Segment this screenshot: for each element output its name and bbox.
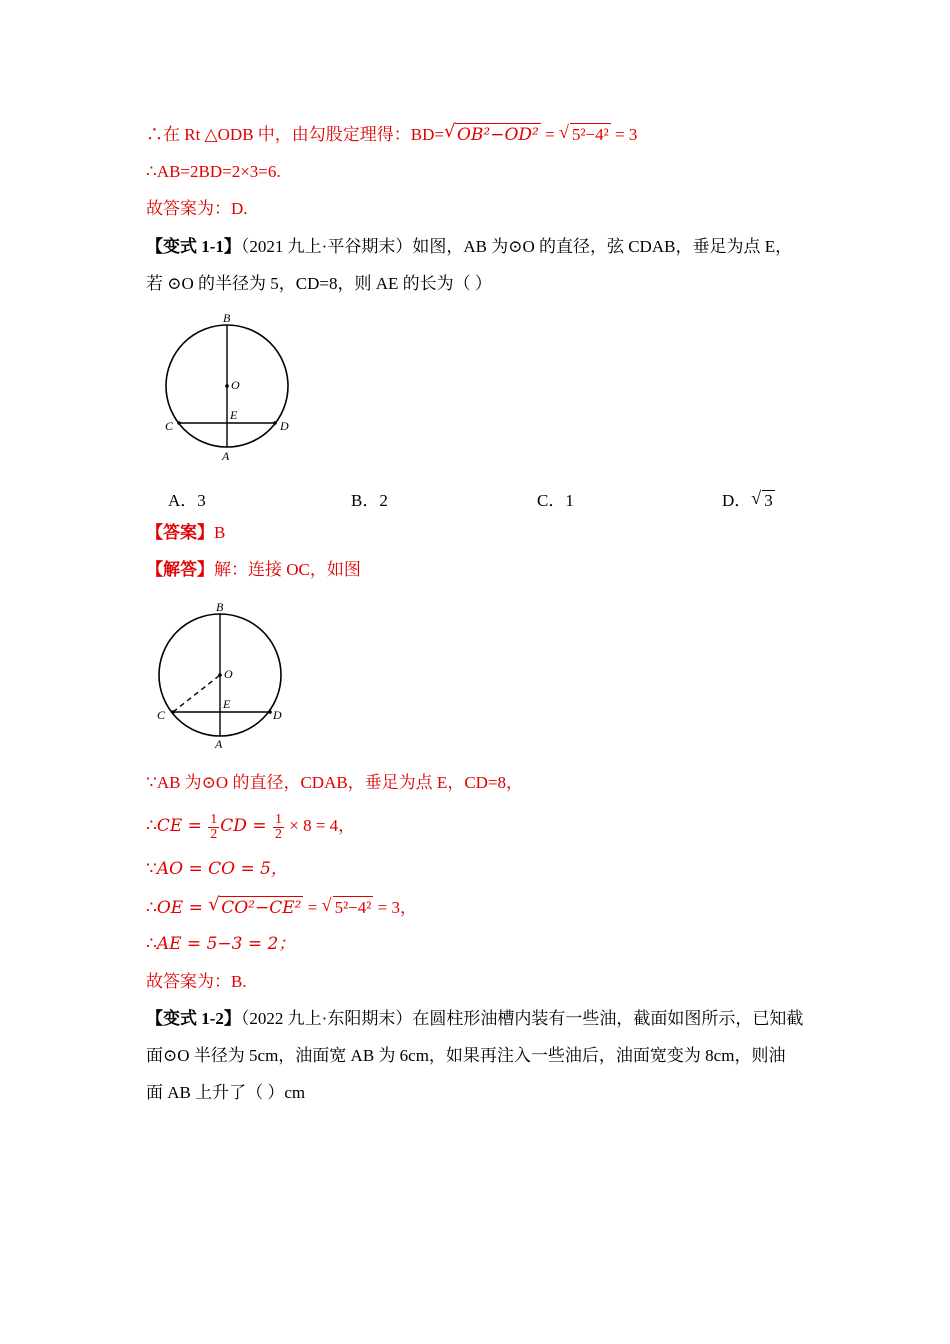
- sqrt-expression: [322, 896, 374, 919]
- center-point: [225, 384, 229, 388]
- solution-step-2: [146, 812, 355, 842]
- solution-tag: 【解答】: [146, 560, 214, 579]
- segment-oc: [173, 675, 220, 712]
- because-symbol: ∵: [146, 859, 157, 878]
- sqrt-expression: [559, 123, 611, 146]
- label-a: A: [215, 737, 223, 750]
- question-1-1-line-2: 若 ⊙O 的半径为 5，CD=8，则 AE 的长为（ ）: [146, 274, 492, 293]
- circle-figure-2: [152, 598, 298, 750]
- radicand: OB²−OD²: [456, 125, 539, 145]
- radicand: 5²−4²: [571, 125, 609, 144]
- math-text: × 8 = 4，: [285, 816, 356, 835]
- solution-intro: [146, 559, 361, 581]
- prev-solution-line-1: [146, 123, 637, 146]
- circle-figure-1: [158, 310, 298, 462]
- label-d: D: [280, 419, 289, 433]
- label-c: C: [165, 419, 174, 433]
- denominator: 2: [210, 826, 218, 842]
- question-1-1-line-1: [146, 236, 792, 258]
- equals: =: [540, 125, 559, 144]
- numerator: 1: [210, 811, 218, 827]
- option-d: [722, 486, 775, 511]
- option-label: D．: [722, 491, 752, 510]
- question-text: （2022 九上·东阳期末）在圆柱形油槽内装有一些油，截面如图所示，已知截: [240, 1009, 804, 1028]
- label-o: O: [231, 378, 240, 392]
- center-point: [218, 673, 222, 677]
- answer-line: [146, 522, 225, 544]
- prev-text: ∴在 Rt △ODB 中，由勾股定理得：BD=: [146, 125, 444, 144]
- solution-step-5: [146, 933, 295, 955]
- math-text: CD =: [220, 816, 272, 836]
- label-b: B: [223, 311, 231, 325]
- solution-step-1: ∵AB 为⊙O 的直径，CDAB，垂足为点 E，CD=8，: [146, 773, 524, 792]
- question-1-2-line-3: 面 AB 上升了（ ）cm: [146, 1083, 306, 1102]
- answer-tag: 【答案】: [146, 523, 214, 542]
- radicand: CO²−CE²: [221, 898, 302, 918]
- point-c: [171, 710, 175, 714]
- solution-text: 解：连接 OC，如图: [214, 560, 361, 579]
- therefore-symbol: ∴: [146, 898, 157, 917]
- label-c: C: [157, 708, 166, 722]
- math-text: AE = 5−3 = 2；: [156, 934, 296, 954]
- point-d: [268, 710, 272, 714]
- question-1-2-line-1: [146, 1008, 803, 1030]
- solution-answer: 故答案为：B.: [146, 972, 247, 991]
- therefore-symbol: ∴: [146, 816, 157, 835]
- math-text: CE =: [156, 816, 208, 836]
- label-o: O: [224, 667, 233, 681]
- sqrt-expression: [444, 123, 541, 146]
- answer-value: B: [214, 523, 226, 542]
- sqrt-expression: [751, 490, 775, 511]
- label-e: E: [230, 408, 238, 422]
- question-tag: 【变式 1-2】: [146, 1009, 241, 1028]
- prev-answer-line: 故答案为：D.: [146, 199, 248, 218]
- therefore-symbol: ∴: [146, 934, 157, 953]
- solution-step-3: [146, 858, 288, 880]
- label-b: B: [216, 600, 224, 614]
- equals: =: [303, 898, 322, 917]
- denominator: 2: [275, 826, 282, 842]
- result: = 3，: [373, 898, 417, 917]
- math-text: AO = CO = 5，: [156, 859, 288, 879]
- prev-solution-line-2: ∴AB=2BD=2×3=6.: [146, 162, 281, 181]
- label-a: A: [222, 449, 230, 462]
- point-c: [177, 421, 181, 425]
- fraction: [208, 813, 219, 842]
- label-d: D: [273, 708, 282, 722]
- label-e: E: [223, 697, 231, 711]
- radicand: 3: [764, 491, 773, 510]
- question-tag: 【变式 1-1】: [146, 237, 241, 256]
- point-d: [273, 421, 277, 425]
- solution-step-4: [146, 896, 417, 919]
- question-text: （2021 九上·平谷期末）如图，AB 为⊙O 的直径，弦 CDAB，垂足为点 E，: [240, 237, 793, 256]
- fraction: [273, 813, 284, 842]
- numerator: 1: [275, 811, 282, 827]
- result: = 3: [610, 125, 638, 144]
- option-c: C．1: [537, 491, 574, 510]
- option-b: B．2: [351, 491, 388, 510]
- math-text: OE =: [156, 898, 209, 918]
- option-a: A．3: [168, 491, 206, 510]
- radicand: 5²−4²: [334, 898, 372, 917]
- sqrt-expression: [208, 896, 303, 919]
- question-1-2-line-2: 面⊙O 半径为 5cm，油面宽 AB 为 6cm，如果再注入一些油后，油面宽变为 8cm，则油: [146, 1046, 786, 1065]
